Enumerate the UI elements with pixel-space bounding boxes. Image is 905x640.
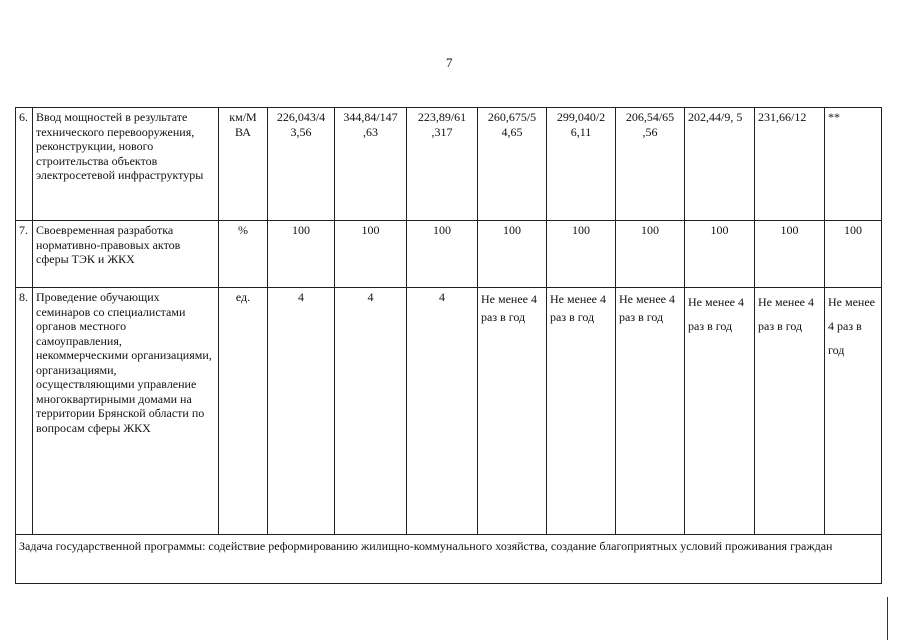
table-row <box>16 288 882 535</box>
value-cell: 260,675/5 4,65 <box>478 108 547 221</box>
page-number: 7 <box>446 55 453 70</box>
value-cell: Не менее 4 раз в год <box>685 288 755 535</box>
value-cell: 231,66/12 <box>755 108 825 221</box>
value-cell: 223,89/61 ,317 <box>407 108 478 221</box>
value-cell: 299,040/2 6,11 <box>547 108 616 221</box>
row-number: 6. <box>16 108 33 221</box>
value-cell: Не менее 4 раз в год <box>825 288 882 535</box>
value-cell: 100 <box>825 221 882 288</box>
value-cell: 100 <box>547 221 616 288</box>
table-row <box>16 108 882 221</box>
value-cell: 4 <box>268 288 335 535</box>
indicators-table <box>15 107 882 584</box>
value-cell: 100 <box>407 221 478 288</box>
value-cell: 226,043/4 3,56 <box>268 108 335 221</box>
value-cell: 100 <box>755 221 825 288</box>
value-cell: Не менее 4 раз в год <box>547 288 616 535</box>
value-cell: 344,84/147 ,63 <box>335 108 407 221</box>
task-row <box>16 535 882 584</box>
value-cell: 4 <box>335 288 407 535</box>
unit-cell: ед. <box>219 288 268 535</box>
value-cell: 100 <box>616 221 685 288</box>
value-cell: 100 <box>685 221 755 288</box>
value-cell: ** <box>825 108 882 221</box>
unit-cell: % <box>219 221 268 288</box>
unit-cell: км/М ВА <box>219 108 268 221</box>
value-cell: 202,44/9, 5 <box>685 108 755 221</box>
row-number: 7. <box>16 221 33 288</box>
row-number: 8. <box>16 288 33 535</box>
value-cell: 100 <box>335 221 407 288</box>
value-cell: Не менее 4 раз в год <box>755 288 825 535</box>
value-cell: 4 <box>407 288 478 535</box>
indicator-name: Проведение обучающих семинаров со специалистами органов местного самоуправления, некоммерческими организациями, организациями, осуществляющими управление многоквартирными домами на территории Брянской области по вопросам сферы ЖКХ <box>33 288 219 535</box>
table-row <box>16 221 882 288</box>
indicator-name: Ввод мощностей в результате технического перевооружения, реконструкции, нового строительства объектов электросетевой инфраструктуры <box>33 108 219 221</box>
value-cell: Не менее 4 раз в год <box>616 288 685 535</box>
value-cell: 100 <box>478 221 547 288</box>
value-cell: 206,54/65 ,56 <box>616 108 685 221</box>
indicator-name: Своевременная разработка нормативно-правовых актов сферы ТЭК и ЖКХ <box>33 221 219 288</box>
scan-edge-line <box>887 597 888 640</box>
program-task-text: Задача государственной программы: содействие реформированию жилищно-коммунального хозяйства, создание благоприятных условий проживания граждан <box>16 535 882 584</box>
value-cell: 100 <box>268 221 335 288</box>
value-cell: Не менее 4 раз в год <box>478 288 547 535</box>
